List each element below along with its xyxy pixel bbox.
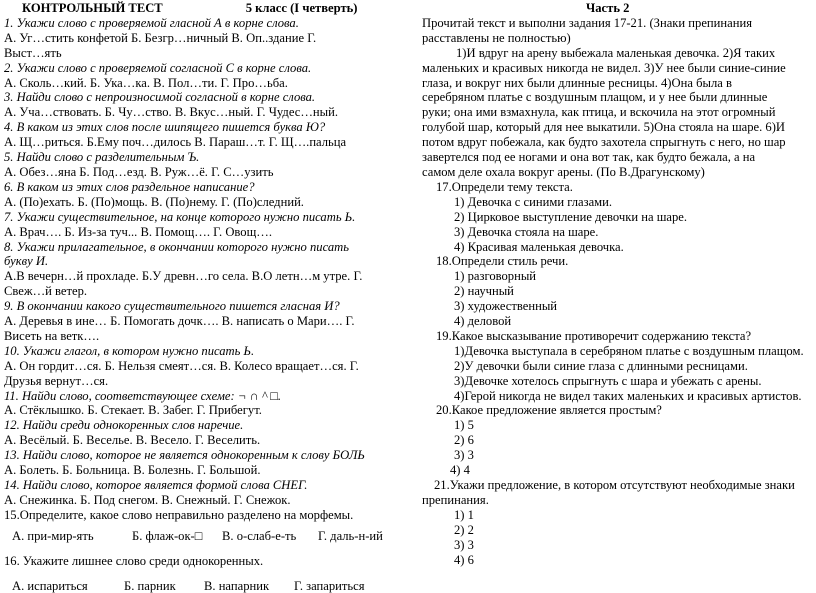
intro-text-cont: расставлены не полностью): [422, 30, 571, 45]
question-18-option: 2) научный: [454, 284, 514, 299]
question-14: 14. Найди слово, которое является формой слова СНЕГ.: [4, 478, 308, 492]
question-15-option-d: Г. даль-н-ий: [318, 528, 383, 543]
question-17-option: 2) Цирковое выступление девочки на шаре.: [454, 209, 688, 224]
question-12: 12. Найди среди однокоренных слов наречие.: [4, 418, 244, 433]
question-16-options: [4, 579, 400, 593]
question-8-cont: букву И.: [4, 254, 49, 269]
question-18-option: 4) деловой: [454, 314, 512, 329]
question-2-options: А. Сколь…кий. Б. Ука…ка. В. Пол…ти. Г. Про…ьба.: [4, 75, 288, 90]
intro-text: Прочитай текст и выполни задания 17-21. (Знаки препинания: [422, 15, 752, 30]
question-17-option: 3) Девочка стояла на шаре.: [454, 224, 599, 239]
question-11-options: А. Стёклышко. Б. Стекает. В. Забег. Г. Прибегут.: [4, 403, 262, 418]
question-10: 10. Укажи глагол, в котором нужно писать Ь.: [4, 343, 255, 358]
question-11: 11. Найди слово, соответствующее схеме: ¬ ∩ ^ □.: [4, 388, 281, 403]
question-3: 3. Найди слово с непроизносимой согласной в корне слова.: [4, 90, 316, 105]
question-21-option: 2) 2: [454, 522, 474, 537]
question-2: 2. Укажи слово с проверяемой согласной С в корне слова.: [4, 60, 312, 75]
question-20-option: 2) 6: [454, 433, 474, 448]
question-18: 18.Определи стиль речи.: [436, 254, 569, 269]
reading-text-line: серебряном платье с воздушным плащом, и у нее были длинные: [422, 90, 768, 105]
question-21-cont: препинания.: [422, 492, 489, 507]
reading-text-line: завертелся под ее ногами и она вот так, как будто бежала, а на: [422, 150, 756, 165]
question-10-options: А. Он гордит…ся. Б. Нельзя смеят…ся. В. Колесо вращает…ся. Г.: [4, 358, 359, 373]
question-21-option: 1) 1: [454, 507, 474, 522]
question-20: 20.Какое предложение является простым?: [436, 403, 662, 418]
question-9: 9. В окончании какого существительного пишется гласная И?: [4, 299, 340, 314]
right-column: [422, 1, 814, 567]
question-1-options-cont: Выст…ять: [4, 45, 62, 60]
question-6-options: А. (По)ехать. Б. (По)мощь. В. (По)нему. Г. (По)следний.: [4, 194, 304, 209]
question-19-option: 4)Герой никогда не видел таких маленьких и красивых артистов.: [454, 388, 802, 403]
question-8-options-cont: Свеж…й ветер.: [4, 284, 88, 299]
question-15-option-c: В. о-слаб-е-ть: [222, 528, 297, 543]
question-17-option: 4) Красивая маленькая девочка.: [454, 239, 624, 254]
question-21: 21.Укажи предложение, в котором отсутствуют необходимые знаки: [434, 478, 795, 492]
question-20-option: 1) 5: [454, 418, 474, 433]
reading-text-line: руки; она ими взмахнула, как птица, и вскочила на этот огромный: [422, 105, 776, 120]
question-17: 17.Определи тему текста.: [436, 179, 573, 194]
reading-text-line: потом вдруг побежала, как будто захотела спрыгнуть с него, но шар: [422, 135, 786, 150]
question-16-option-a: А. испариться: [12, 578, 88, 593]
question-7-options: А. Врач…. Б. Из-за туч... В. Помощ…. Г. Овощ….: [4, 224, 273, 239]
reading-text-line: 1)И вдруг на арену выбежала маленькая девочка. 2)Я таких: [456, 45, 776, 60]
question-18-option: 3) художественный: [454, 299, 558, 314]
question-4-options: А. Щ…риться. Б.Ему поч…дилось В. Параш…т. Г. Щ….пальца: [4, 135, 347, 150]
left-column: [4, 1, 400, 593]
question-8-options: А.В вечерн…й прохладе. Б.У древн…го села. В.О летн…м утре. Г.: [4, 269, 363, 284]
test-title: КОНТРОЛЬНЫЙ ТЕСТ: [22, 1, 163, 15]
question-15: 15.Определите, какое слово неправильно разделено на морфемы.: [4, 507, 354, 522]
question-6: 6. В каком из этих слов раздельное написание?: [4, 179, 255, 194]
question-15-options: [4, 529, 400, 544]
question-16-option-b: Б. парник: [124, 578, 176, 593]
question-19-option: 3)Девочке хотелось спрыгнуть с шара и убежать с арены.: [454, 373, 762, 388]
question-19-option: 1)Девочка выступала в серебряном платье с воздушным плащом.: [454, 343, 804, 358]
question-16-option-d: Г. запариться: [294, 578, 365, 593]
test-header: [4, 1, 400, 16]
question-20-option: 3) 3: [454, 448, 474, 463]
question-19-option: 2)У девочки были синие глаза с длинными ресницами.: [454, 358, 748, 373]
question-16: 16. Укажите лишнее слово среди однокоренных.: [4, 553, 264, 568]
question-13: 13. Найди слово, которое не является однокоренным к слову БОЛЬ: [4, 448, 365, 463]
question-5: 5. Найди слово с разделительным Ъ.: [4, 150, 200, 165]
question-7: 7. Укажи существительное, на конце которого нужно писать Ь.: [4, 209, 356, 224]
question-16-option-c: В. напарник: [204, 578, 270, 593]
reading-text-line: самом деле охала вокруг арены. (По В.Драгунскому): [422, 164, 705, 179]
question-15-option-b: Б. флаж-ок-□: [132, 528, 203, 543]
question-14-options: А. Снежинка. Б. Под снегом. В. Снежный. Г. Снежок.: [4, 492, 291, 507]
reading-text-line: голубой шар, который для нее выкатили. 5)Она стояла на шаре. 6)И: [422, 120, 786, 135]
question-21-option: 3) 3: [454, 537, 474, 552]
question-1-options: А. Уг…стить конфетой Б. Безгр…ничный В. Оп..здание Г.: [4, 30, 317, 45]
question-3-options: А. Уча…ствовать. Б. Чу…ство. В. Вкус…ный. Г. Чудес…ный.: [4, 105, 338, 120]
question-19: 19.Какое высказывание противоречит содержанию текста?: [436, 328, 752, 343]
question-17-option: 1) Девочка с синими глазами.: [454, 194, 613, 209]
question-18-option: 1) разговорный: [454, 269, 537, 284]
question-1: 1. Укажи слово с проверяемой гласной А в корне слова.: [4, 15, 299, 30]
question-20-option: 4) 4: [450, 463, 470, 478]
question-8: 8. Укажи прилагательное, в окончании которого нужно писать: [4, 239, 349, 254]
question-5-options: А. Обез…яна Б. Под…езд. В. Руж…ё. Г. С…узить: [4, 164, 274, 179]
question-9-options: А. Деревья в ине… Б. Помогать дочк…. В. написать о Мари…. Г.: [4, 314, 355, 329]
question-9-options-cont: Висеть на ветк….: [4, 328, 100, 343]
reading-text-line: маленьких и красивых никогда не видел. 3)У нее были синие-синие: [422, 60, 786, 75]
part-title: Часть 2: [586, 1, 630, 15]
question-15-option-a: А. при-мир-ять: [12, 528, 94, 543]
question-21-option: 4) 6: [454, 552, 474, 567]
question-12-options: А. Весёлый. Б. Веселье. В. Весело. Г. Веселить.: [4, 433, 261, 448]
question-4: 4. В каком из этих слов после шипящего пишется буква Ю?: [4, 120, 326, 135]
grade-label: 5 класс (I четверть): [245, 1, 358, 15]
reading-text-line: глаза, и вокруг них были длинные ресницы. 4)Она была в: [422, 75, 732, 90]
question-10-options-cont: Друзья вернут…ся.: [4, 373, 109, 388]
question-13-options: А. Болеть. Б. Больница. В. Болезнь. Г. Большой.: [4, 463, 261, 478]
